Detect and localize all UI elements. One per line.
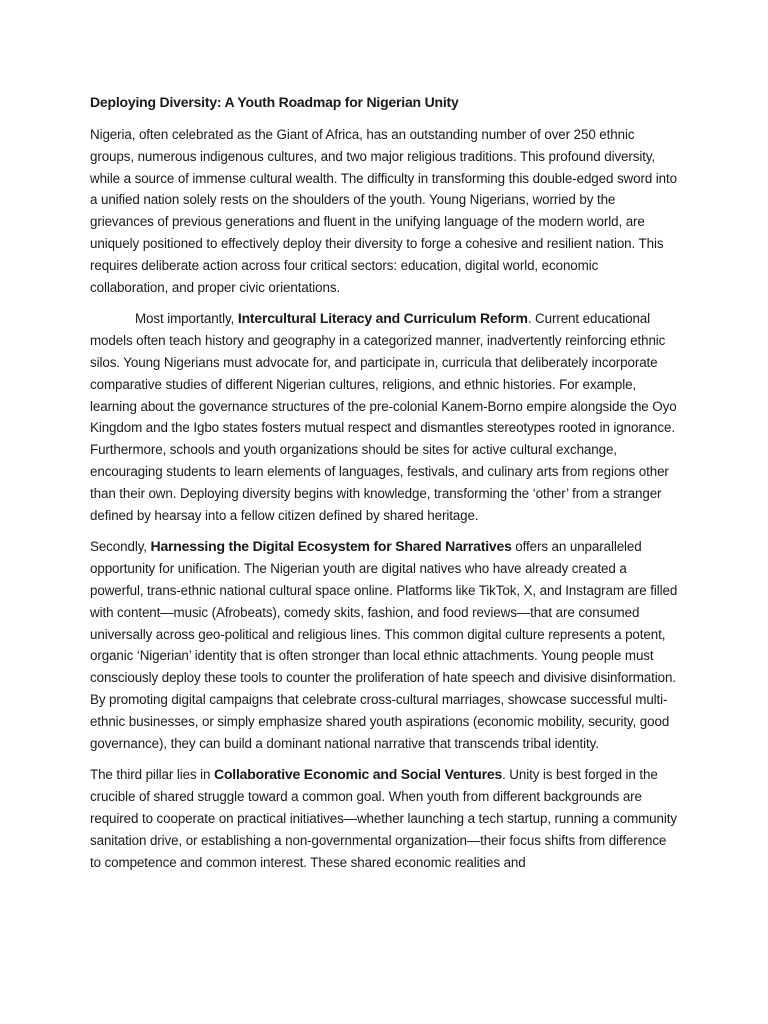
paragraph-digital-ecosystem <box>90 536 680 754</box>
paragraph-lead: The third pillar lies in <box>90 767 215 783</box>
paragraph-text: offers an unparalleled opportunity for unification. The Nigerian youth are digital natives who have already created a powerful, trans-ethnic national cultural space online. Platforms like TikTok, X, and Instagram are filled with content—music (Afrobeats), comedy skits, fashion, and food reviews—that are consumed universally across geo-political and religious lines. This common digital culture represents a potent, organic ‘Nigerian’ identity that is often stronger than local ethnic attachments. Young people must consciously deploy these tools to counter the proliferation of hate speech and divisive disinformation. By promoting digital campaigns that celebrate cross-cultural marriages, showcase successful multi-ethnic businesses, or simply emphasize shared youth aspirations (economic mobility, security, good governance), they can build a dominant national narrative that transcends tribal identity. <box>90 539 678 751</box>
document-page <box>90 90 680 883</box>
paragraph-intercultural-literacy <box>90 308 680 526</box>
paragraph-introduction <box>90 124 680 298</box>
paragraph-text: . Current educational models often teach history and geography in a categorized manner, inadvertently reinforcing ethnic silos. Young Nigerians must advocate for, and participate in, curricula that deliberately incorporate comparative studies of different Nigerian cultures, religions, and ethnic histories. For example, learning about the governance structures of the pre-colonial Kanem-Borno empire alongside the Oyo Kingdom and the Igbo states fosters mutual respect and dismantles stereotypes rooted in ignorance. Furthermore, schools and youth organizations should be sites for active cultural exchange, encouraging students to learn elements of languages, festivals, and culinary arts from regions other than their own. Deploying diversity begins with knowledge, transforming the ‘other’ from a stranger defined by hearsay into a fellow citizen defined by shared heritage. <box>90 311 677 523</box>
document-title: Deploying Diversity: A Youth Roadmap for Nigerian Unity <box>90 94 459 110</box>
paragraph-text: Nigeria, often celebrated as the Giant of Africa, has an outstanding number of over 250 ethnic groups, numerous indigenous cultures, and two major religious traditions. This profound diversity, while a source of immense cultural wealth. The difficulty in transforming this double-edged sword into a unified nation solely rests on the shoulders of the youth. Young Nigerians, worried by the grievances of previous generations and fluent in the unifying language of the modern world, are uniquely positioned to effectively deploy their diversity to forge a cohesive and resilient nation. This requires deliberate action across four critical sectors: education, digital world, economic collaboration, and proper civic orientations. <box>90 127 677 295</box>
paragraph-lead: Secondly, <box>90 539 151 555</box>
section-heading-digital-ecosystem: Harnessing the Digital Ecosystem for Shared Narratives <box>150 538 512 555</box>
paragraph-economic-ventures <box>90 764 680 873</box>
section-heading-economic-ventures: Collaborative Economic and Social Ventures <box>214 766 503 783</box>
section-heading-intercultural-literacy: Intercultural Literacy and Curriculum Reform <box>237 310 528 327</box>
paragraph-lead: Most importantly, <box>135 311 238 327</box>
paragraph-text: . Unity is best forged in the crucible of shared struggle toward a common goal. When youth from different backgrounds are required to cooperate on practical initiatives—whether launching a tech startup, running a community sanitation drive, or establishing a non-governmental organization—their focus shifts from difference to competence and common interest. These shared economic realities and <box>90 767 677 870</box>
